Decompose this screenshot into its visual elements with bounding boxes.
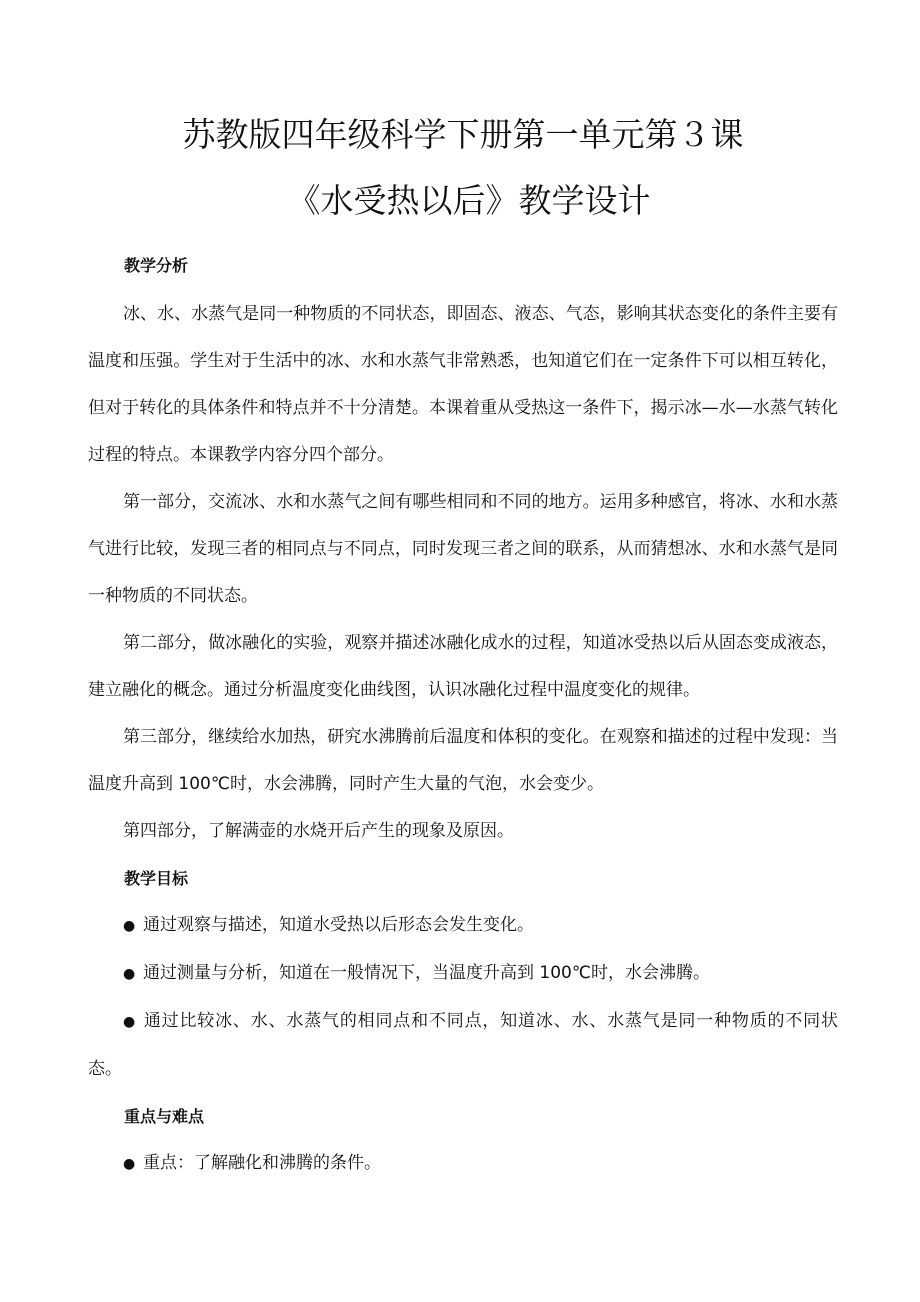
- section-heading-analysis: 教学分析: [124, 256, 189, 275]
- goal-item: [88, 902, 838, 950]
- analysis-paragraph-part3: 第三部分，继续给水加热，研究水沸腾前后温度和体积的变化。在观察和描述的过程中发现：当温度升高到 100℃时，水会沸腾，同时产生大量的气泡，水会变少。: [88, 727, 838, 794]
- document-title-line1: 苏教版四年级科学下册第一单元第３课: [182, 115, 744, 154]
- key-point-item-text: 重点：了解融化和沸腾的条件。: [143, 1153, 381, 1173]
- bullet-icon: ●: [123, 966, 136, 982]
- goal-item: [88, 950, 838, 998]
- document-page: [88, 102, 838, 1188]
- section-heading-key-points: 重点与难点: [124, 1107, 205, 1126]
- goal-item: [88, 998, 838, 1093]
- bullet-icon: ●: [123, 918, 136, 934]
- title-spacer: [88, 234, 838, 242]
- goal-item-text: 通过测量与分析，知道在一般情况下，当温度升高到 100℃时，水会沸腾。: [143, 963, 710, 983]
- document-title-line2: 《水受热以后》教学设计: [287, 181, 651, 220]
- analysis-paragraph-intro: 冰、水、水蒸气是同一种物质的不同状态，即固态、液态、气态，影响其状态变化的条件主要有温度和压强。学生对于生活中的冰、水和水蒸气非常熟悉，也知道它们在一定条件下可以相互转化，但对于转化的具体条件和特点并不十分清楚。本课着重从受热这一条件下，揭示冰—水—水蒸气转化过程的特点。本课教学内容分四个部分。: [88, 304, 838, 465]
- analysis-paragraph-part1: 第一部分，交流冰、水和水蒸气之间有哪些相同和不同的地方。运用多种感官，将冰、水和水蒸气进行比较，发现三者的相同点与不同点，同时发现三者之间的联系，从而猜想冰、水和水蒸气是同一种物质的不同状态。: [88, 492, 838, 606]
- analysis-paragraph-part4: 第四部分，了解满壶的水烧开后产生的现象及原因。: [123, 821, 514, 841]
- bullet-icon: ●: [123, 1014, 136, 1030]
- goal-item-text: 通过比较冰、水、水蒸气的相同点和不同点，知道冰、水、水蒸气是同一种物质的不同状态。: [88, 1011, 838, 1079]
- key-point-item: [88, 1140, 838, 1188]
- section-heading-goals: 教学目标: [124, 869, 189, 888]
- analysis-paragraph-part2: 第二部分，做冰融化的实验，观察并描述冰融化成水的过程，知道冰受热以后从固态变成液态，建立融化的概念。通过分析温度变化曲线图，认识冰融化过程中温度变化的规律。: [88, 633, 838, 700]
- bullet-icon: ●: [123, 1156, 136, 1172]
- goal-item-text: 通过观察与描述，知道水受热以后形态会发生变化。: [143, 915, 534, 935]
